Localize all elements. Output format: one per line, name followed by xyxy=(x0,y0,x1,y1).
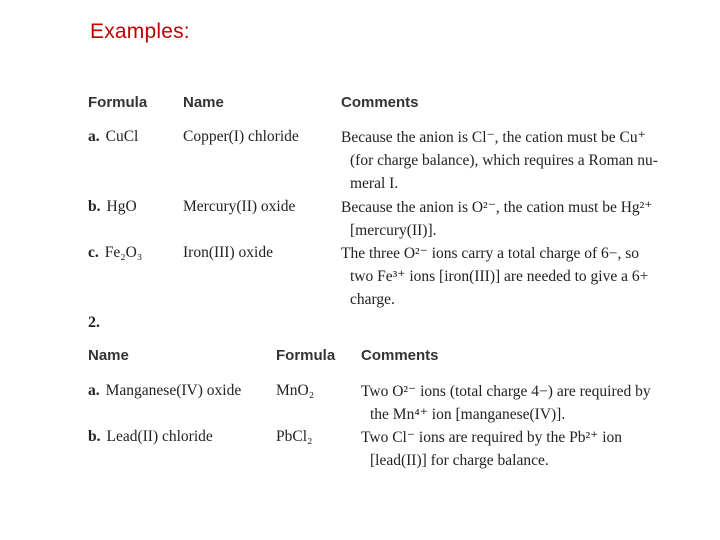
compound-name-text: Lead(II) chloride xyxy=(106,428,213,445)
comment-line: Because the anion is O²⁻, the cation must be Hg²⁺ xyxy=(341,199,653,216)
comment-line: Two O²⁻ ions (total charge 4−) are required by xyxy=(361,383,651,400)
row-label: a. xyxy=(88,382,100,399)
row-label: c. xyxy=(88,244,99,261)
table1-header-comments: Comments xyxy=(341,94,419,111)
comment-line: [mercury(II)]. xyxy=(350,222,437,239)
comment-block xyxy=(361,426,622,472)
comment-line: meral I. xyxy=(350,175,399,192)
comment-block xyxy=(341,196,652,242)
row-label: a. xyxy=(88,128,100,145)
comment-line: two Fe³⁺ ions [iron(III)] are needed to give a 6+ xyxy=(350,268,649,285)
table-row-formula xyxy=(88,198,137,216)
formula-text: Fe₂O₃ xyxy=(104,244,143,261)
formula-text: CuCl xyxy=(105,128,139,145)
compound-name xyxy=(88,382,241,400)
formula-text: MnO₂ xyxy=(276,382,315,399)
compound-name xyxy=(88,428,213,446)
table2-header-formula: Formula xyxy=(276,347,336,364)
compound-name: Mercury(II) oxide xyxy=(183,198,296,215)
comment-line: The three O²⁻ ions carry a total charge of 6−, so xyxy=(341,245,640,262)
comment-block xyxy=(341,126,658,195)
compound-name-text: Manganese(IV) oxide xyxy=(105,382,242,399)
table1-header-formula: Formula xyxy=(88,94,148,111)
comment-line: Because the anion is Cl⁻, the cation must be Cu⁺ xyxy=(341,129,646,146)
row-label: b. xyxy=(88,198,101,215)
section-number: 2. xyxy=(88,314,100,331)
compound-name: Iron(III) oxide xyxy=(183,244,273,261)
row-label: b. xyxy=(88,428,101,445)
comment-line: charge. xyxy=(350,291,395,308)
table1-header-name: Name xyxy=(183,94,224,111)
table-row-formula xyxy=(88,244,142,262)
formula-text: HgO xyxy=(106,198,137,215)
table2-header-comments: Comments xyxy=(361,347,439,364)
comment-block xyxy=(361,380,651,426)
comment-line: Two Cl⁻ ions are required by the Pb²⁺ ion xyxy=(361,429,622,446)
table-row-formula xyxy=(88,128,138,146)
formula-text: PbCl₂ xyxy=(276,428,313,445)
compound-name: Copper(I) chloride xyxy=(183,128,299,145)
comment-line: [lead(II)] for charge balance. xyxy=(370,452,549,469)
table2-header-name: Name xyxy=(88,347,129,364)
slide-title: Examples: xyxy=(90,20,190,43)
comment-line: (for charge balance), which requires a Roman nu- xyxy=(350,152,658,169)
comment-block xyxy=(341,242,648,311)
comment-line: the Mn⁴⁺ ion [manganese(IV)]. xyxy=(370,406,566,423)
